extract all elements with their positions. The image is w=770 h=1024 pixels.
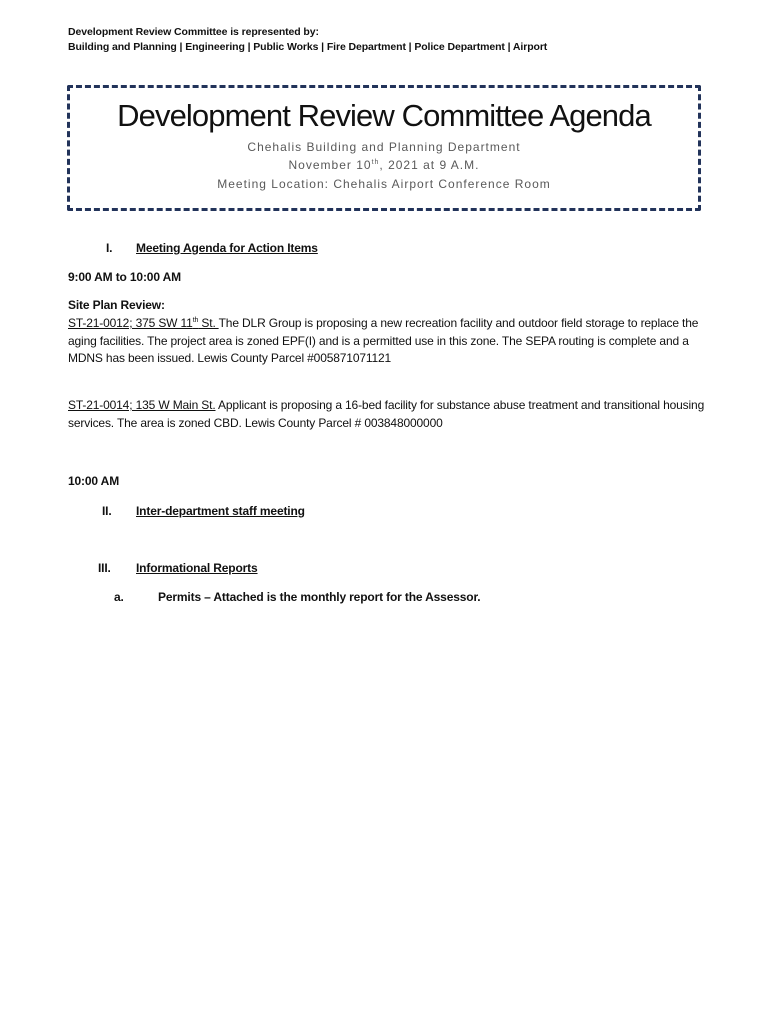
item-1-text: The DLR Group is proposing a new recreation facility and outdoor field storage to replace the aging facilities. The project area is zoned EPF(I) and is a permitted use in this zone. The SEPA routing is complete and a MDNS has been issued. Lewis County Parcel #005871071121 <box>68 316 699 365</box>
section-3-heading: Informational Reports <box>136 561 258 575</box>
section-2-time: 10:00 AM <box>68 474 120 488</box>
item-2-reference: ST-21-0014; 135 W Main St. <box>68 398 216 412</box>
title-box <box>67 85 701 211</box>
section-3-sub-text: Permits – Attached is the monthly report for the Assessor. <box>158 590 481 604</box>
site-plan-review-heading: Site Plan Review: <box>68 298 165 312</box>
agenda-item-st-21-0012 <box>68 315 708 368</box>
agenda-item-st-21-0014 <box>68 397 708 432</box>
section-1-numeral: I. <box>106 241 113 255</box>
section-1-heading: Meeting Agenda for Action Items <box>136 241 318 255</box>
meeting-date-post: , 2021 at 9 A.M. <box>379 158 480 172</box>
item-2-text: Applicant is proposing a 16-bed facility for substance abuse treatment and transitional housing services. The area is zoned CBD. Lewis County Parcel # 003848000000 <box>68 398 705 430</box>
section-1-time: 9:00 AM to 10:00 AM <box>68 270 181 284</box>
item-1-reference <box>68 316 219 330</box>
item-1-ref-post: St. <box>198 316 219 330</box>
section-2-heading: Inter-department staff meeting <box>136 504 305 518</box>
meeting-date <box>70 158 698 172</box>
section-3-sub-label: a. <box>114 590 124 604</box>
meeting-date-pre: November 10 <box>288 158 372 172</box>
item-1-ref-sup: th <box>192 317 199 324</box>
section-3-numeral: III. <box>98 561 111 575</box>
department-name: Chehalis Building and Planning Department <box>247 140 521 154</box>
header-departments: Building and Planning | Engineering | Public Works | Fire Department | Police Department | Airport <box>68 41 548 53</box>
agenda-title: Development Review Committee Agenda <box>117 98 651 133</box>
meeting-location: Meeting Location: Chehalis Airport Conference Room <box>217 177 551 191</box>
header-represented-by: Development Review Committee is represented by: <box>68 26 319 38</box>
meeting-date-sup: th <box>371 159 380 166</box>
item-1-ref-pre: ST-21-0012; 375 SW 11 <box>68 316 193 330</box>
section-2-numeral: II. <box>102 504 112 518</box>
